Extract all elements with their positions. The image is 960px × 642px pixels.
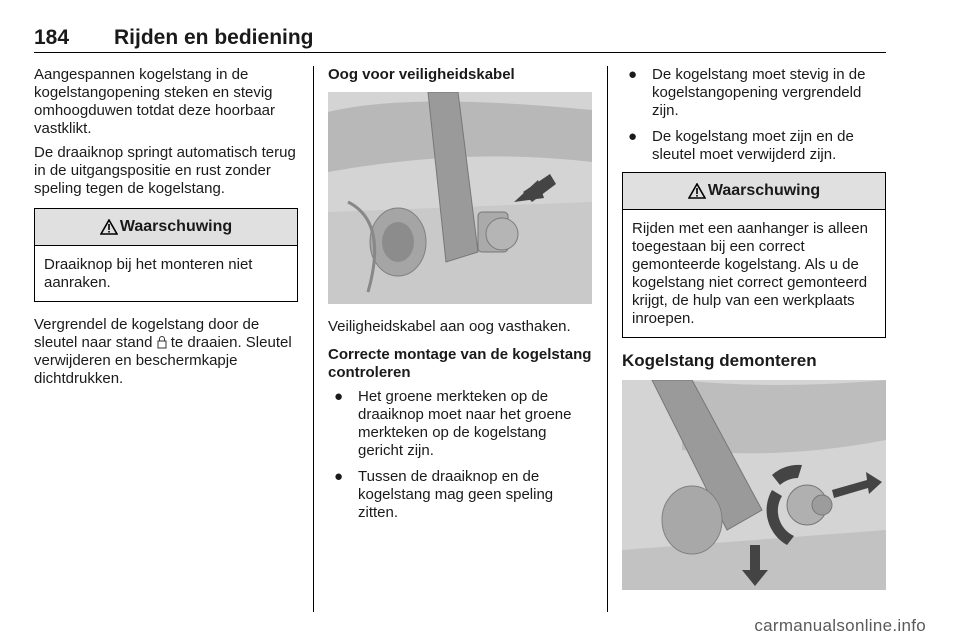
tow-bar-removal-illustration	[622, 380, 886, 590]
column-1	[34, 66, 298, 394]
list-item-text: Het groene merkteken op de draaiknop moet naar het groene merkteken op de kogelstang gericht zijn.	[358, 388, 572, 459]
bullet: ●	[628, 66, 638, 83]
warning-triangle-icon	[688, 183, 706, 199]
warning-title: Waarschuwing	[707, 182, 821, 199]
list-item	[622, 66, 886, 120]
section-heading: Kogelstang demonteren	[622, 351, 817, 370]
section-title: Rijden en bediening	[114, 26, 314, 49]
column-divider	[313, 66, 314, 612]
list-item-text: De kogelstang moet stevig in de kogelstangopening vergrendeld zijn.	[652, 66, 866, 119]
list-item	[328, 468, 592, 522]
bullet: ●	[334, 468, 344, 485]
list-item-text: Tussen de draaiknop en de kogelstang mag geen speling zitten.	[358, 468, 554, 521]
warning-box	[34, 208, 298, 302]
list-item-text: De kogelstang moet zijn en de sleutel moet verwijderd zijn.	[652, 128, 854, 163]
page-header	[34, 24, 886, 53]
subheading: Correcte montage van de kogelstang controleren	[328, 346, 592, 381]
column-2	[328, 66, 592, 530]
paragraph: De draaiknop springt automatisch terug in de uitgangspositie en rust zonder speling tegen de kogelstang.	[34, 144, 296, 197]
warning-text: Rijden met een aanhanger is alleen toegestaan bij een correct gemonteerde kogelstang. Als u de kogelstang niet correct gemonteerd krijgt, de hulp van een werkplaats inroepen.	[632, 220, 868, 327]
lock-icon	[157, 335, 167, 349]
bullet: ●	[334, 388, 344, 405]
text: Vergrendel de kogelstang door de sleutel naar stand	[34, 316, 260, 351]
warning-title: Waarschuwing	[119, 218, 233, 235]
figure-caption: Veiligheidskabel aan oog vasthaken.	[328, 318, 571, 335]
subheading: Oog voor veiligheidskabel	[328, 66, 515, 83]
column-divider	[607, 66, 608, 612]
paragraph: Aangespannen kogelstang in de kogelstangopening steken en stevig omhoogduwen totdat deze hoorbaar vastklikt.	[34, 66, 276, 137]
column-3	[622, 66, 886, 590]
text: te draaien. Sleutel verwijderen en beschermkapje dichtdrukken.	[34, 334, 292, 387]
list-item	[328, 388, 592, 460]
list-item	[622, 128, 886, 164]
page-number: 184	[34, 26, 70, 49]
bullet: ●	[628, 128, 638, 145]
warning-text: Draaiknop bij het monteren niet aanraken.	[44, 256, 253, 291]
watermark: carmanualsonline.info	[754, 616, 926, 635]
warning-triangle-icon	[100, 219, 118, 235]
paragraph	[34, 316, 298, 388]
safety-cable-eye-illustration	[328, 92, 592, 304]
warning-header	[35, 209, 297, 246]
warning-box	[622, 172, 886, 338]
warning-header	[623, 173, 885, 210]
